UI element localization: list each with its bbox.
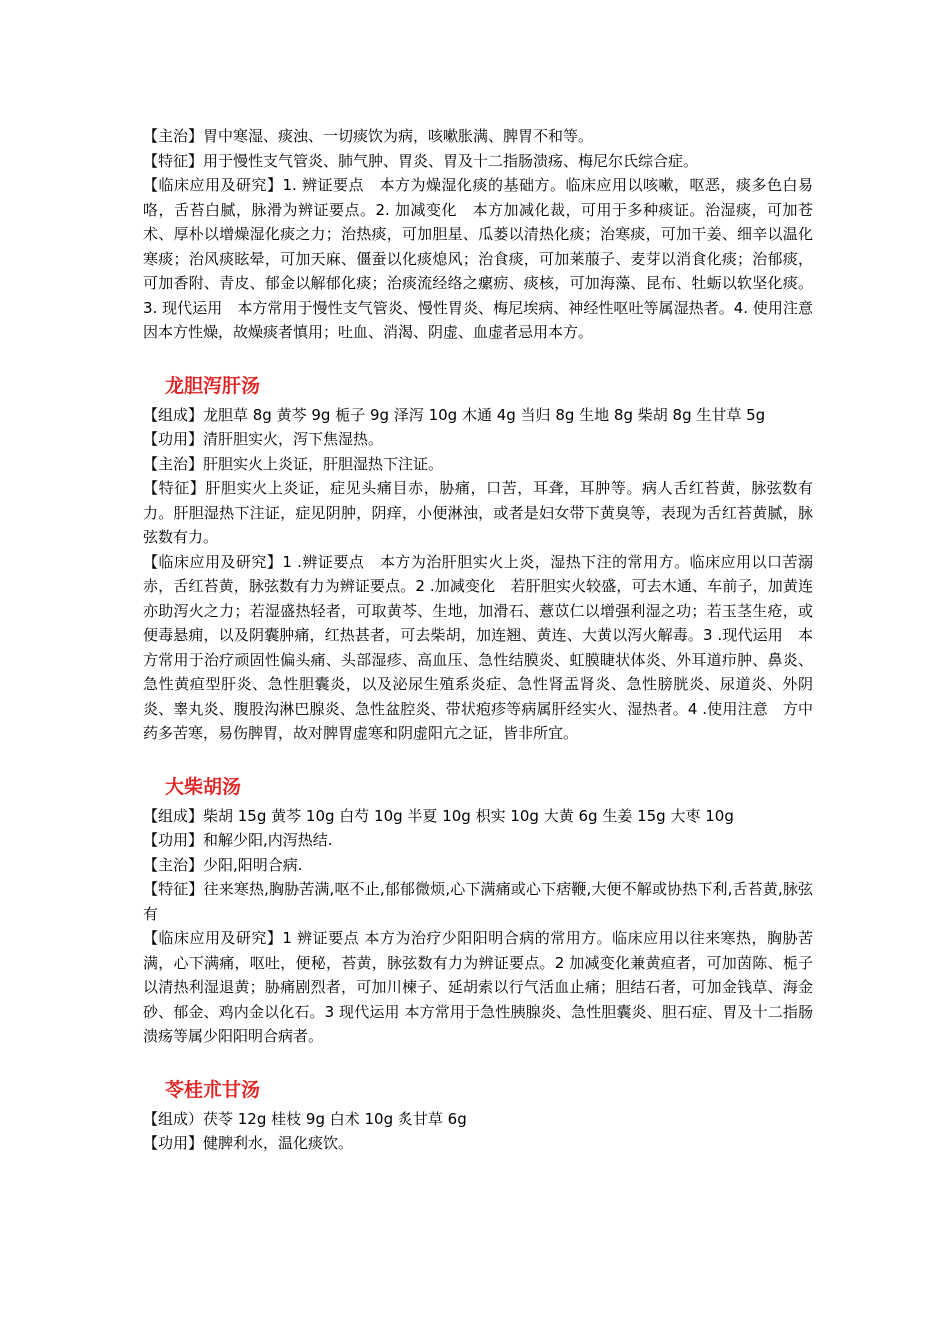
paragraph-function: 【功用】清肝胆实火，泻下焦湿热。 xyxy=(143,430,384,448)
paragraph-composition: 【组成）茯苓 12g 桂枝 9g 白术 10g 炙甘草 6g xyxy=(143,1109,467,1128)
section-erchen-continuation xyxy=(143,124,829,345)
paragraph-features: 【特征】肝胆实火上炎证，症见头痛目赤，胁痛，口苦，耳聋，耳肿等。病人舌红苔黄，脉弦数有力。肝胆湿热下注证，症见阴肿，阴痒，小便淋浊，或者是妇女带下黄臭等，表现为舌红苔黄腻，脉弦数有力。 xyxy=(143,479,813,546)
paragraph-function: 【功用】和解少阳,内泻热结. xyxy=(143,831,333,849)
section-linggui-zhugan-tang xyxy=(143,1077,813,1156)
paragraph-features: 【特征】往来寒热,胸胁苦满,呕不止,郁郁微烦,心下满痛或心下痞鞭,大便不解或协热下利,舌苔黄,脉弦有 xyxy=(143,880,813,923)
paragraph-indications: 【主治】肝胆实火上炎证，肝胆湿热下注证。 xyxy=(143,454,444,473)
paragraph-clinical-application: 【临床应用及研究】1 辨证要点 本方为治疗少阳阳明合病的常用方。临床应用以往来寒热，胸胁苦满，心下满痛，呕吐，便秘，苔黄，脉弦数有力为辨证要点。2 加减变化兼黄疸者，可加茵陈、栀子以清热利湿退黄；胁痛剧烈者，可加川楝子、延胡索以行气活血止痛；胆结石者，可加金钱草、海金砂、郁金、鸡内金以化石。3 现代运用 本方常用于急性胰腺炎、急性胆囊炎、胆石症、胃及十二指肠溃疡等属少阳阳明合病者。 xyxy=(143,929,813,1045)
section-title: 龙胆泻肝汤 xyxy=(165,374,261,397)
section-title: 大柴胡汤 xyxy=(165,775,242,798)
paragraph-features: 【特征】用于慢性支气管炎、肺气肿、胃炎、胃及十二指肠溃疡、梅尼尔氏综合症。 xyxy=(143,151,699,170)
paragraph-clinical-application: 【临床应用及研究】1. 辨证要点 本方为燥湿化痰的基础方。临床应用以咳嗽，呕恶，痰多色白易咯，舌苔白腻，脉滑为辨证要点。2. 加减变化 本方加减化裁，可用于多种痰证。治湿痰，可加苍术、厚朴以增燥湿化痰之力；治热痰，可加胆星、瓜蒌以清热化痰；治寒痰，可加干姜、细辛以温化寒痰；治风痰眩晕，可加天麻、僵蚕以化痰熄风；治食痰，可加莱菔子、麦芽以消食化痰；治郁痰，可加香附、青皮、郁金以解郁化痰；治痰流经络之瘰疬、痰核，可加海藻、昆布、牡蛎以软坚化痰。3. 现代运用 本方常用于慢性支气管炎、慢性胃炎、梅尼埃病、神经性呕吐等属湿热者。4. 使用注意 因本方性燥，故燥痰者慎用；吐血、消渴、阴虚、血虚者忌用本方。 xyxy=(143,176,829,341)
paragraph-clinical-application: 【临床应用及研究】1 .辨证要点 本方为治肝胆实火上炎，湿热下注的常用方。临床应用以口苦溺赤，舌红苔黄，脉弦数有力为辨证要点。2 .加减变化 若肝胆实火较盛，可去木通、车前子，加黄连亦助泻火之力；若湿盛热轻者，可取黄芩、生地，加滑石、薏苡仁以增强利湿之功；若玉茎生疮，或便毒悬痈，以及阴囊肿痛，红热甚者，可去柴胡，加连翘、黄连、大黄以泻火解毒。3 .现代运用 本方常用于治疗顽固性偏头痛、头部湿疹、高血压、急性结膜炎、虹膜睫状体炎、外耳道疖肿、鼻炎、急性黄疸型肝炎、急性胆囊炎，以及泌尿生殖系炎症、急性肾盂肾炎、急性膀胱炎、尿道炎、外阴炎、睾丸炎、腹股沟淋巴腺炎、急性盆腔炎、带状疱疹等病属肝经实火、湿热者。4 .使用注意 方中药多苦寒，易伤脾胃，故对脾胃虚寒和阴虚阳亢之证，皆非所宜。 xyxy=(143,552,813,742)
paragraph-composition: 【组成】龙胆草 8g 黄芩 9g 栀子 9g 泽泻 10g 木通 4g 当归 8g 生地 8g 柴胡 8g 生甘草 5g xyxy=(143,405,766,424)
section-da-chaihu-tang xyxy=(143,774,813,1049)
paragraph-indications: 【主治】胃中寒湿、痰浊、一切痰饮为病，咳嗽胀满、脾胃不和等。 xyxy=(143,127,594,145)
section-longdan-xiegan-tang xyxy=(143,373,813,746)
paragraph-composition: 【组成】柴胡 15g 黄芩 10g 白芍 10g 半夏 10g 枳实 10g 大黄 6g 生姜 15g 大枣 10g xyxy=(143,806,734,825)
section-title: 苓桂朮甘汤 xyxy=(165,1078,261,1101)
paragraph-indications: 【主治】少阳,阳明合病. xyxy=(143,855,303,874)
document-content xyxy=(143,124,829,1156)
paragraph-function: 【功用】健脾利水，温化痰饮。 xyxy=(143,1134,354,1152)
